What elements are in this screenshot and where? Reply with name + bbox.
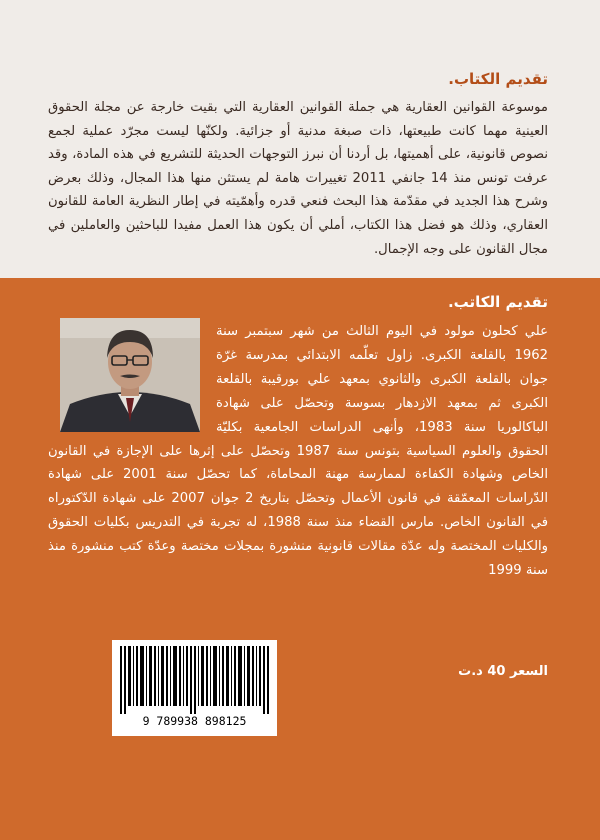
photo-spacer — [48, 320, 216, 438]
barcode-icon — [120, 646, 269, 714]
author-bio-text — [48, 320, 548, 583]
book-description-text: موسوعة القوانين العقارية هي جملة القوانين العقارية التي بقيت خارجة عن مجلة الحقوق العينية مهما كانت طبيعتها، ذات صبغة مدنية أو جزائية. ولكنّها ليست مجرّد عملية لجمع نصوص قانونية، على أهميتها، بل أردنا أن نبرز التوجهات الحديثة للتشريع في هذه المادة، وقد عرفت تونس منذ 14 جانفي 2011 تغييرات هامة لم يستثن منها هذا المجال، وذلك بعرض وشرح هذا الجديد في مقدّمة هذا البحث فنعي قدره وأهمّيته في إطار النظرية العامة للقانون العقاري، وذلك هو فضل هذا الكتاب، أملي أن يكون هذا العمل مفيدا للباحثين والعاملين في مجال القانون على وجه الإجمال. — [48, 100, 548, 257]
isbn-barcode — [112, 640, 277, 736]
author-bio-content: علي كحلون مولود في اليوم الثالث من شهر سبتمبر سنة 1962 بالقلعة الكبرى. زاول تعلّمه الابتدائي بمدرسة غرّة جوان بالقلعة الكبرى والثانوي بمعهد علي بورقيبة بالقلعة الكبرى ثم بمعهد الازدهار بسوسة وتحصّل على شهادة الباكالوريا سنة 1983، وأنهى الدراسات الجامعية بكليّة الحقوق والعلوم السياسية بتونس سنة 1987 وتحصّل على إثرها على الإجازة في القانون الخاص وشهادة الكفاءة لممارسة مهنة المحاماة، كما تحصّل سنة 2001 على شهادة الدّراسات المعمّقة في قانون الأعمال وتحصّل بتاريخ 2 جوان 2007 على شهادة الدّكتوراه في القانون الخاص. مارس القضاء منذ سنة 1988، له تجربة في التدريس بكليات الحقوق والكليات المختصة وله عدّة مقالات قانونية منشورة بمجلات مختصة وعدّة كتب منشورة منذ سنة 1999 — [48, 324, 548, 579]
author-heading: تقديم الكاتب. — [447, 293, 548, 311]
price-label: السعر 40 د.ت — [458, 664, 548, 679]
book-description-heading: تقديم الكتاب. — [448, 70, 548, 88]
isbn-number: 9 789938 898125 — [142, 714, 247, 728]
